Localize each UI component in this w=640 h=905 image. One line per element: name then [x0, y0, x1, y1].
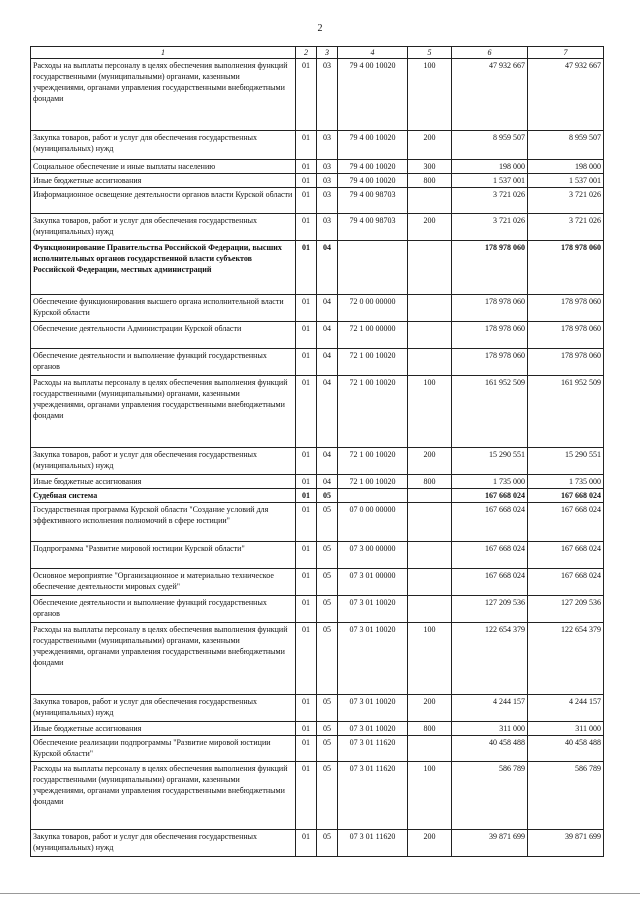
subsection-code-cell: 05 [317, 569, 338, 596]
item-name-cell: Подпрограмма "Развитие мировой юстиции Курской области" [31, 542, 296, 569]
expense-type-cell: 300 [408, 160, 452, 174]
expense-type-cell [408, 596, 452, 623]
item-name-cell: Расходы на выплаты персоналу в целях обеспечения выполнения функций государственными (муниципальными) органами, казенными учреждениями, органами управления государственными внебюджетными фондами [31, 623, 296, 695]
expense-type-cell: 100 [408, 623, 452, 695]
amount-total-cell: 127 209 536 [528, 596, 604, 623]
amount-cell: 586 789 [452, 762, 528, 830]
expense-type-cell: 800 [408, 475, 452, 489]
section-code-cell: 01 [296, 214, 317, 241]
subsection-code-cell: 05 [317, 736, 338, 762]
table-row [31, 322, 604, 349]
subsection-code-cell: 03 [317, 131, 338, 160]
section-code-cell: 01 [296, 349, 317, 376]
item-name-cell: Обеспечение деятельности и выполнение функций государственных органов [31, 596, 296, 623]
target-article-cell [338, 241, 408, 295]
item-name-cell: Обеспечение функционирования высшего органа исполнительной власти Курской области [31, 295, 296, 322]
table-row [31, 349, 604, 376]
section-code-cell: 01 [296, 131, 317, 160]
amount-total-cell: 1 735 000 [528, 475, 604, 489]
item-name-cell: Иные бюджетные ассигнования [31, 475, 296, 489]
amount-total-cell: 178 978 060 [528, 295, 604, 322]
item-name-cell: Судебная система [31, 489, 296, 503]
amount-cell: 15 290 551 [452, 448, 528, 475]
amount-total-cell: 167 668 024 [528, 503, 604, 542]
amount-total-cell: 167 668 024 [528, 489, 604, 503]
expense-type-cell: 200 [408, 131, 452, 160]
subsection-code-cell: 05 [317, 503, 338, 542]
expense-type-cell [408, 349, 452, 376]
amount-cell: 167 668 024 [452, 542, 528, 569]
amount-cell: 4 244 157 [452, 695, 528, 722]
amount-cell: 3 721 026 [452, 214, 528, 241]
section-code-cell: 01 [296, 489, 317, 503]
table-row [31, 188, 604, 214]
section-code-cell: 01 [296, 736, 317, 762]
expense-type-cell [408, 322, 452, 349]
target-article-cell: 07 3 01 10020 [338, 722, 408, 736]
amount-cell: 167 668 024 [452, 489, 528, 503]
subsection-code-cell: 03 [317, 214, 338, 241]
amount-cell: 47 932 667 [452, 59, 528, 131]
section-code-cell: 01 [296, 188, 317, 214]
table-row [31, 448, 604, 475]
target-article-cell: 72 1 00 00000 [338, 322, 408, 349]
subsection-code-cell: 04 [317, 295, 338, 322]
expense-type-cell [408, 569, 452, 596]
table-row [31, 131, 604, 160]
amount-total-cell: 39 871 699 [528, 830, 604, 857]
amount-total-cell: 47 932 667 [528, 59, 604, 131]
table-row [31, 830, 604, 857]
budget-table-body [31, 47, 604, 857]
amount-cell: 178 978 060 [452, 349, 528, 376]
amount-cell: 161 952 509 [452, 376, 528, 448]
target-article-cell: 79 4 00 98703 [338, 188, 408, 214]
expense-type-cell [408, 542, 452, 569]
page-bottom-edge [0, 893, 640, 894]
expense-type-cell [408, 736, 452, 762]
subsection-code-cell: 03 [317, 160, 338, 174]
target-article-cell: 79 4 00 98703 [338, 214, 408, 241]
amount-total-cell: 178 978 060 [528, 349, 604, 376]
amount-total-cell: 1 537 001 [528, 174, 604, 188]
amount-total-cell: 178 978 060 [528, 322, 604, 349]
target-article-cell: 79 4 00 10020 [338, 160, 408, 174]
expense-type-cell [408, 295, 452, 322]
item-name-cell: Закупка товаров, работ и услуг для обеспечения государственных (муниципальных) нужд [31, 214, 296, 241]
amount-total-cell: 40 458 488 [528, 736, 604, 762]
table-row [31, 762, 604, 830]
amount-cell: 40 458 488 [452, 736, 528, 762]
table-row [31, 722, 604, 736]
subsection-code-cell: 03 [317, 59, 338, 131]
item-name-cell: Закупка товаров, работ и услуг для обеспечения государственных (муниципальных) нужд [31, 131, 296, 160]
amount-cell: 167 668 024 [452, 569, 528, 596]
amount-cell: 8 959 507 [452, 131, 528, 160]
item-name-cell: Расходы на выплаты персоналу в целях обеспечения выполнения функций государственными (муниципальными) органами, казенными учреждениями, органами управления государственными внебюджетными фондами [31, 762, 296, 830]
target-article-cell: 07 3 01 00000 [338, 569, 408, 596]
target-article-cell: 72 0 00 00000 [338, 295, 408, 322]
expense-type-cell: 100 [408, 376, 452, 448]
amount-cell: 1 537 001 [452, 174, 528, 188]
section-code-cell: 01 [296, 542, 317, 569]
table-header-row [31, 47, 604, 59]
section-code-cell: 01 [296, 623, 317, 695]
column-number-4: 4 [338, 47, 408, 59]
table-row [31, 174, 604, 188]
target-article-cell: 07 3 01 10020 [338, 623, 408, 695]
section-code-cell: 01 [296, 830, 317, 857]
table-row [31, 736, 604, 762]
item-name-cell: Обеспечение деятельности Администрации Курской области [31, 322, 296, 349]
target-article-cell: 07 3 01 11620 [338, 736, 408, 762]
section-code-cell: 01 [296, 322, 317, 349]
table-row [31, 214, 604, 241]
table-row [31, 59, 604, 131]
column-number-6: 6 [452, 47, 528, 59]
amount-total-cell: 167 668 024 [528, 542, 604, 569]
section-code-cell: 01 [296, 376, 317, 448]
section-code-cell: 01 [296, 695, 317, 722]
expense-type-cell: 800 [408, 722, 452, 736]
target-article-cell [338, 489, 408, 503]
item-name-cell: Обеспечение деятельности и выполнение функций государственных органов [31, 349, 296, 376]
subsection-code-cell: 05 [317, 830, 338, 857]
target-article-cell: 07 3 01 11620 [338, 830, 408, 857]
table-row [31, 542, 604, 569]
amount-total-cell: 586 789 [528, 762, 604, 830]
target-article-cell: 72 1 00 10020 [338, 475, 408, 489]
item-name-cell: Расходы на выплаты персоналу в целях обеспечения выполнения функций государственными (муниципальными) органами, казенными учреждениями, органами управления государственными внебюджетными фондами [31, 376, 296, 448]
section-code-cell: 01 [296, 448, 317, 475]
amount-cell: 178 978 060 [452, 295, 528, 322]
amount-total-cell: 198 000 [528, 160, 604, 174]
target-article-cell: 07 3 01 11620 [338, 762, 408, 830]
table-row [31, 623, 604, 695]
expense-type-cell: 100 [408, 762, 452, 830]
table-row [31, 475, 604, 489]
item-name-cell: Государственная программа Курской области "Создание условий для эффективного исполнения полномочий в сфере юстиции" [31, 503, 296, 542]
expense-type-cell: 800 [408, 174, 452, 188]
amount-cell: 178 978 060 [452, 322, 528, 349]
expense-type-cell: 200 [408, 830, 452, 857]
amount-total-cell: 167 668 024 [528, 569, 604, 596]
item-name-cell: Иные бюджетные ассигнования [31, 174, 296, 188]
subsection-code-cell: 03 [317, 174, 338, 188]
target-article-cell: 79 4 00 10020 [338, 131, 408, 160]
target-article-cell: 07 3 01 10020 [338, 695, 408, 722]
amount-total-cell: 311 000 [528, 722, 604, 736]
table-row [31, 160, 604, 174]
subsection-code-cell: 04 [317, 376, 338, 448]
table-row [31, 596, 604, 623]
subsection-code-cell: 05 [317, 722, 338, 736]
item-name-cell: Обеспечение реализации подпрограммы "Развитие мировой юстиции Курской области" [31, 736, 296, 762]
amount-cell: 39 871 699 [452, 830, 528, 857]
section-code-cell: 01 [296, 596, 317, 623]
subsection-code-cell: 05 [317, 623, 338, 695]
item-name-cell: Закупка товаров, работ и услуг для обеспечения государственных (муниципальных) нужд [31, 830, 296, 857]
amount-cell: 198 000 [452, 160, 528, 174]
amount-cell: 122 654 379 [452, 623, 528, 695]
table-row [31, 503, 604, 542]
subsection-code-cell: 05 [317, 489, 338, 503]
target-article-cell: 79 4 00 10020 [338, 59, 408, 131]
amount-total-cell: 3 721 026 [528, 214, 604, 241]
section-code-cell: 01 [296, 503, 317, 542]
amount-total-cell: 4 244 157 [528, 695, 604, 722]
section-code-cell: 01 [296, 569, 317, 596]
section-code-cell: 01 [296, 475, 317, 489]
table-row [31, 695, 604, 722]
budget-table [30, 46, 604, 857]
expense-type-cell [408, 503, 452, 542]
column-number-3: 3 [317, 47, 338, 59]
item-name-cell: Функционирование Правительства Российской Федерации, высших исполнительных органов государственной власти субъектов Российской Федерации, местных администраций [31, 241, 296, 295]
expense-type-cell [408, 489, 452, 503]
expense-type-cell: 100 [408, 59, 452, 131]
item-name-cell: Расходы на выплаты персоналу в целях обеспечения выполнения функций государственными (муниципальными) органами, казенными учреждениями, органами управления государственными внебюджетными фондами [31, 59, 296, 131]
table-row [31, 489, 604, 503]
target-article-cell: 79 4 00 10020 [338, 174, 408, 188]
column-number-5: 5 [408, 47, 452, 59]
table-row [31, 295, 604, 322]
amount-total-cell: 8 959 507 [528, 131, 604, 160]
target-article-cell: 72 1 00 10020 [338, 349, 408, 376]
section-code-cell: 01 [296, 295, 317, 322]
item-name-cell: Основное мероприятие "Организационное и материально техническое обеспечение деятельности мировых судей" [31, 569, 296, 596]
item-name-cell: Закупка товаров, работ и услуг для обеспечения государственных (муниципальных) нужд [31, 448, 296, 475]
target-article-cell: 07 3 00 00000 [338, 542, 408, 569]
subsection-code-cell: 05 [317, 596, 338, 623]
subsection-code-cell: 03 [317, 188, 338, 214]
item-name-cell: Социальное обеспечение и иные выплаты населению [31, 160, 296, 174]
subsection-code-cell: 04 [317, 448, 338, 475]
table-row [31, 241, 604, 295]
subsection-code-cell: 05 [317, 695, 338, 722]
item-name-cell: Информационное освещение деятельности органов власти Курской области [31, 188, 296, 214]
column-number-1: 1 [31, 47, 296, 59]
table-row [31, 569, 604, 596]
amount-cell: 178 978 060 [452, 241, 528, 295]
target-article-cell: 72 1 00 10020 [338, 376, 408, 448]
amount-cell: 167 668 024 [452, 503, 528, 542]
section-code-cell: 01 [296, 722, 317, 736]
amount-total-cell: 178 978 060 [528, 241, 604, 295]
amount-total-cell: 122 654 379 [528, 623, 604, 695]
expense-type-cell: 200 [408, 214, 452, 241]
expense-type-cell: 200 [408, 448, 452, 475]
section-code-cell: 01 [296, 241, 317, 295]
amount-total-cell: 15 290 551 [528, 448, 604, 475]
table-row [31, 376, 604, 448]
expense-type-cell [408, 188, 452, 214]
amount-cell: 127 209 536 [452, 596, 528, 623]
column-number-7: 7 [528, 47, 604, 59]
subsection-code-cell: 04 [317, 475, 338, 489]
expense-type-cell: 200 [408, 695, 452, 722]
subsection-code-cell: 04 [317, 349, 338, 376]
section-code-cell: 01 [296, 174, 317, 188]
target-article-cell: 07 3 01 10020 [338, 596, 408, 623]
page-number: 2 [317, 23, 323, 34]
target-article-cell: 72 1 00 10020 [338, 448, 408, 475]
amount-cell: 1 735 000 [452, 475, 528, 489]
section-code-cell: 01 [296, 59, 317, 131]
section-code-cell: 01 [296, 762, 317, 830]
item-name-cell: Иные бюджетные ассигнования [31, 722, 296, 736]
expense-type-cell [408, 241, 452, 295]
amount-cell: 311 000 [452, 722, 528, 736]
subsection-code-cell: 05 [317, 762, 338, 830]
target-article-cell: 07 0 00 00000 [338, 503, 408, 542]
amount-total-cell: 161 952 509 [528, 376, 604, 448]
subsection-code-cell: 04 [317, 241, 338, 295]
subsection-code-cell: 05 [317, 542, 338, 569]
column-number-2: 2 [296, 47, 317, 59]
section-code-cell: 01 [296, 160, 317, 174]
amount-total-cell: 3 721 026 [528, 188, 604, 214]
item-name-cell: Закупка товаров, работ и услуг для обеспечения государственных (муниципальных) нужд [31, 695, 296, 722]
amount-cell: 3 721 026 [452, 188, 528, 214]
subsection-code-cell: 04 [317, 322, 338, 349]
